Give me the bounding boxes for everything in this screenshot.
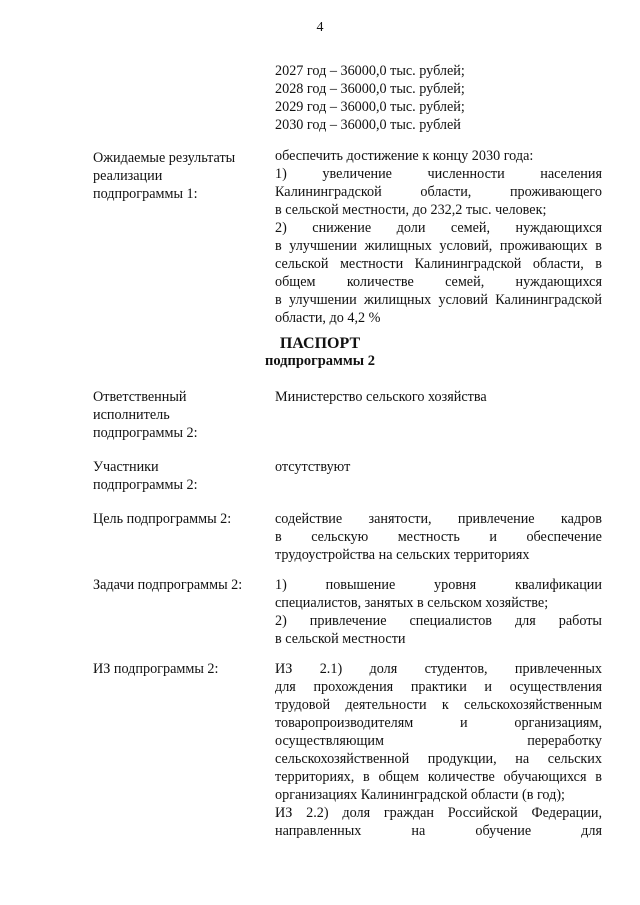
justified-line: ИЗ 2.1) доля студентов, привлеченных [275,661,602,677]
justified-line: содействие занятости, привлечение кадров [275,511,602,527]
budget-line: 2027 год – 36000,0 тыс. рублей; [275,63,465,79]
justified-line: общем количестве семей, нуждающихся [275,274,602,290]
budget-line: 2030 год – 36000,0 тыс. рублей [275,117,461,133]
justified-line: в улучшении жилищных условий, проживающих в [275,238,602,254]
justified-line: Калининградской области, проживающего [275,184,602,200]
justified-line: трудовой деятельности к сельскохозяйственным [275,697,602,713]
passport-title: ПАСПОРТ [279,335,361,352]
justified-line: сельскохозяйственной продукции, на сельских [275,751,602,767]
indicators-text: ИЗ 2.1) доля студентов, привлеченных для прохождения практики и осуществления трудовой деятельности к сельскохозяйственным товаропроизводителям и организациям, осуществляющим переработку сельскохозяйственной продукции, на сельских территориях, в общем количестве обучающихся в организациях Калининградской области (в год); ИЗ 2.2) доля граждан Российской Федерации, направленных на обучение для [275,661,602,839]
participants-value: отсутствуют [275,459,351,475]
justified-line: 1) повышение уровня квалификации [275,577,602,593]
tasks-text: 1) повышение уровня квалификации специалистов, занятых в сельском хозяйстве; 2) привлечение специалистов для работы в сельской местности [275,577,602,647]
budget-line: 2029 год – 36000,0 тыс. рублей; [275,99,465,115]
responsible-value: Министерство сельского хозяйства [275,389,487,405]
budget-line: 2028 год – 36000,0 тыс. рублей; [275,81,465,97]
goal-text: содействие занятости, привлечение кадров в сельскую местность и обеспечение трудоустройства на сельских территориях [275,511,602,563]
justified-line: 2) снижение доли семей, нуждающихся [275,220,602,236]
participants-label: Участники подпрограммы 2: [93,459,198,493]
indicators-label: ИЗ подпрограммы 2: [93,661,219,677]
tasks-label: Задачи подпрограммы 2: [93,577,243,593]
justified-line: территориях, в общем количестве обучающихся в [275,769,602,785]
justified-line: осуществляющим переработку [275,733,602,749]
results-text: обеспечить достижение к концу 2030 года: 1) увеличение численности населения Калининградской области, проживающего в сельской местности, до 232,2 тыс. человек; 2) снижение доли семей, нуждающихся в улучшении жилищных условий, проживающих в сельской местности Калининградской области, в общем количестве семей, нуждающихся в улучшении жилищных условий Калининградской области, до 4,2 % [275,148,602,326]
responsible-label: Ответственный исполнитель подпрограммы 2: [93,389,198,441]
justified-line: направленных на обучение для [275,823,602,839]
justified-line: в сельскую местность и обеспечение [275,529,602,545]
justified-line: сельской местности Калининградской области, в [275,256,602,272]
results-label: Ожидаемые результаты реализации подпрограммы 1: [93,150,236,202]
justified-line: для прохождения практики и осуществления [275,679,602,695]
justified-line: 2) привлечение специалистов для работы [275,613,602,629]
justified-line: 1) увеличение численности населения [275,166,602,182]
page-number: 4 [316,20,324,35]
passport-subtitle: подпрограммы 2 [264,353,376,369]
justified-line: ИЗ 2.2) доля граждан Российской Федерации, [275,805,602,821]
goal-label: Цель подпрограммы 2: [93,511,232,527]
justified-line: в улучшении жилищных условий Калининградской [275,292,602,308]
justified-line: товаропроизводителям и организациям, [275,715,602,731]
